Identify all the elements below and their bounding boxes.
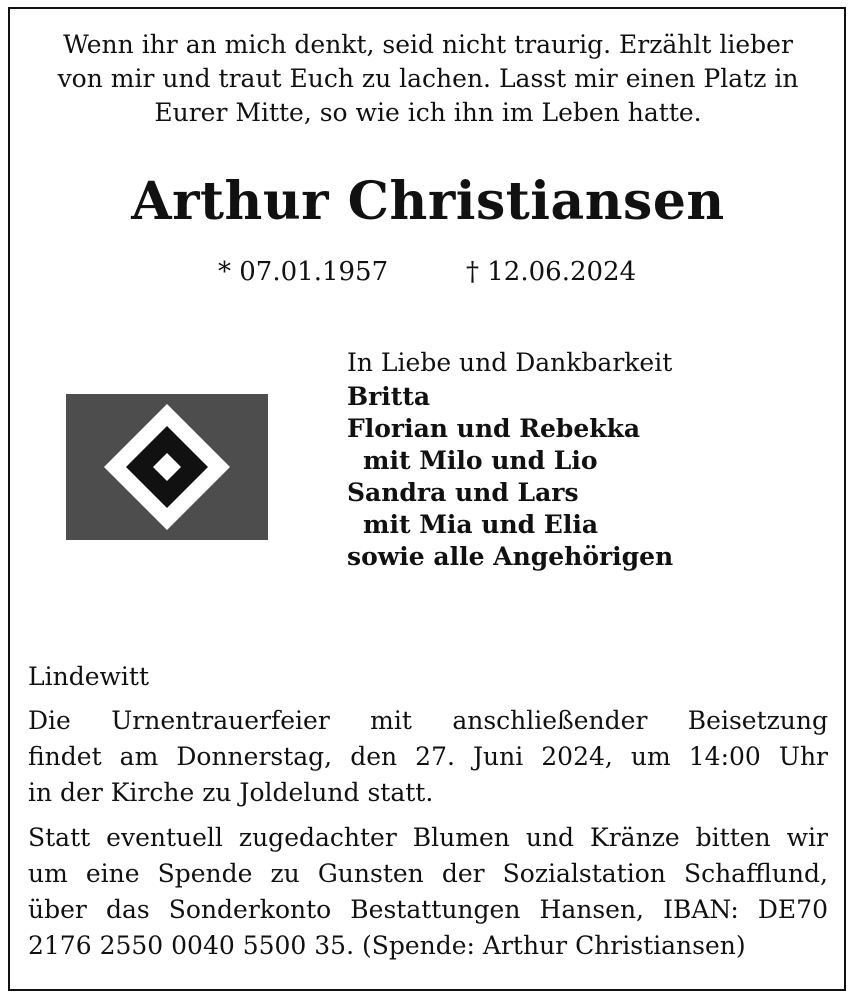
mourner-line: Sandra und Lars [347, 478, 579, 507]
mourner-line: mit Milo und Lio [363, 446, 598, 475]
mourners-block [347, 347, 673, 573]
donation-notice [28, 820, 828, 964]
mourner-line: Britta [347, 382, 431, 411]
place-name: Lindewitt [28, 662, 149, 691]
donation-line: über das Sonderkonto Bestattungen Hansen, IBAN: DE70 [28, 895, 828, 924]
mourner-line: mit Mia und Elia [363, 510, 599, 539]
mourner-line: Florian und Rebekka [347, 414, 641, 443]
poem-line: von mir und traut Euch zu lachen. Lasst mir einen Platz in [57, 64, 799, 93]
service-notice [28, 703, 828, 811]
club-emblem [66, 394, 268, 540]
mourner-line: sowie alle Angehörigen [347, 542, 674, 571]
service-line: findet am Donnerstag, den 27. Juni 2024, um 14:00 Uhr [28, 742, 828, 771]
poem-line: Wenn ihr an mich denkt, seid nicht traurig. Erzählt lieber [63, 30, 793, 59]
hsv-diamond-emblem-icon [66, 394, 268, 540]
birth-date: * 07.01.1957 [218, 257, 389, 287]
mourners-intro: In Liebe und Dankbarkeit [347, 348, 673, 377]
donation-line: Statt eventuell zugedachter Blumen und Kränze bitten wir [28, 823, 828, 852]
service-line: in der Kirche zu Joldelund statt. [28, 778, 434, 807]
donation-line: 2176 2550 0040 5500 35. (Spende: Arthur Christiansen) [28, 931, 746, 960]
poem-line: Eurer Mitte, so wie ich ihn im Leben hatte. [154, 98, 702, 127]
memorial-poem [0, 28, 856, 130]
donation-line: um eine Spende zu Gunsten der Sozialstation Schafflund, [28, 859, 828, 888]
deceased-name: Arthur Christiansen [131, 171, 725, 232]
death-date: † 12.06.2024 [466, 257, 637, 287]
service-line: Die Urnentrauerfeier mit anschließender Beisetzung [28, 706, 828, 735]
